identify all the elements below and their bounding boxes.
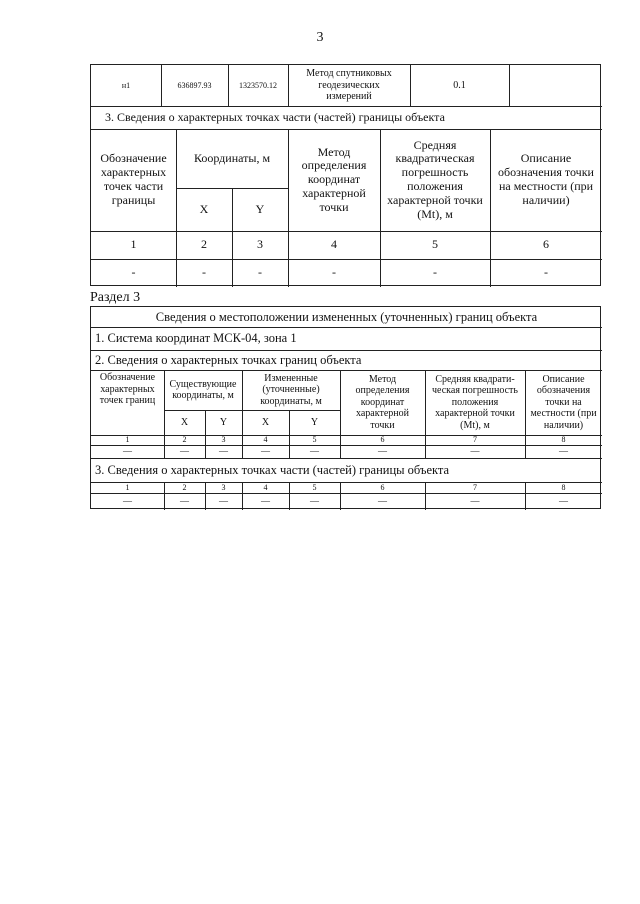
dash-cell: — bbox=[470, 446, 480, 457]
header-description: Описание обозначения точки на местности (при наличии) bbox=[498, 151, 594, 207]
header-y: Y bbox=[255, 201, 265, 216]
dash-cell: — bbox=[219, 446, 228, 457]
dash-cell: — bbox=[261, 446, 270, 457]
coord-system: 1. Система координат МСК-04, зона 1 bbox=[95, 331, 297, 346]
number-cell: 3 bbox=[221, 482, 226, 492]
section-title: 3. Сведения о характерных точках части (частей) границы объекта bbox=[105, 109, 445, 124]
dash-cell: — bbox=[261, 496, 270, 507]
number-cell: 4 bbox=[331, 237, 337, 252]
number-cell: 5 bbox=[312, 482, 317, 492]
header-existing: Существующие координаты, м bbox=[169, 378, 237, 401]
header-point: Обозначение характерных точек части границы bbox=[100, 151, 167, 207]
number-cell: 8 bbox=[561, 435, 566, 445]
top-table bbox=[90, 64, 601, 286]
number-cell: 4 bbox=[263, 482, 268, 492]
number-cell: 4 bbox=[263, 435, 268, 445]
number-cell: 1 bbox=[125, 435, 130, 445]
cell-point: н1 bbox=[121, 80, 131, 90]
header-description: Описание обозначения точки на местности (при наличии) bbox=[530, 373, 597, 431]
dash-cell: - bbox=[131, 265, 136, 280]
number-cell: 1 bbox=[130, 237, 137, 252]
cell-method: Метод спутниковых геодезических измерений bbox=[306, 68, 392, 103]
number-cell: 2 bbox=[182, 482, 187, 492]
header-x-changed: X bbox=[261, 416, 270, 428]
cell-description bbox=[509, 65, 602, 106]
section3-table bbox=[90, 306, 601, 509]
header-x: X bbox=[199, 201, 209, 216]
number-cell: 6 bbox=[380, 435, 385, 445]
parts-title: 3. Сведения о характерных точках части (частей) границы объекта bbox=[95, 462, 450, 477]
header-method: Метод определения координат характерной точки bbox=[301, 144, 367, 214]
header-method: Метод определения координат характерной точки bbox=[355, 373, 410, 431]
dash-cell: — bbox=[310, 496, 319, 507]
dash-cell: — bbox=[180, 496, 189, 507]
header-changed: Измененные (уточненные) координаты, м bbox=[260, 372, 322, 407]
dash-cell: — bbox=[123, 446, 132, 457]
dash-cell: - bbox=[544, 265, 548, 280]
cell-y: 1323570.12 bbox=[239, 80, 277, 90]
dash-cell: — bbox=[219, 496, 228, 507]
dash-cell: - bbox=[202, 265, 206, 280]
number-cell: 7 bbox=[473, 435, 477, 445]
dash-cell: — bbox=[378, 496, 387, 507]
header-coords: Координаты, м bbox=[193, 150, 271, 165]
dash-cell: - bbox=[258, 265, 262, 280]
header-x-existing: X bbox=[180, 416, 189, 428]
header-accuracy: Средняя квадратическая погрешность положения характерной точки (Mt), м bbox=[387, 137, 483, 221]
header-point: Обозначение характерных точек границ bbox=[99, 372, 156, 406]
number-cell: 6 bbox=[543, 237, 549, 252]
dash-cell: — bbox=[180, 446, 189, 457]
cell-accuracy: 0.1 bbox=[453, 79, 466, 91]
dash-cell: — bbox=[470, 496, 480, 507]
header-y-changed: Y bbox=[310, 416, 319, 428]
cell-x: 636897.93 bbox=[177, 80, 212, 90]
dash-cell: — bbox=[559, 496, 568, 507]
number-cell: 3 bbox=[257, 237, 263, 252]
number-cell: 3 bbox=[221, 435, 226, 445]
dash-cell: — bbox=[378, 446, 387, 457]
number-cell: 7 bbox=[473, 482, 477, 492]
number-cell: 8 bbox=[561, 482, 566, 492]
number-cell: 2 bbox=[182, 435, 187, 445]
header-y-existing: Y bbox=[219, 416, 228, 428]
dash-cell: — bbox=[123, 496, 132, 507]
header-accuracy: Средняя квадрати-ческая погрешность положения характерной точки (Mt), м bbox=[432, 373, 518, 431]
dash-cell: — bbox=[559, 446, 568, 457]
dash-cell: - bbox=[332, 265, 336, 280]
number-cell: 6 bbox=[380, 482, 385, 492]
number-cell: 5 bbox=[312, 435, 317, 445]
dash-cell: — bbox=[310, 446, 319, 457]
page-number: 3 bbox=[316, 30, 324, 45]
boundary-points-title: 2. Сведения о характерных точках границ объекта bbox=[95, 352, 362, 367]
number-cell: 5 bbox=[432, 237, 438, 252]
number-cell: 2 bbox=[201, 237, 207, 252]
number-cell: 1 bbox=[125, 482, 130, 492]
section-heading: Раздел 3 bbox=[90, 290, 141, 305]
section3-title: Сведения о местоположении измененных (уточненных) границ объекта bbox=[155, 309, 538, 324]
dash-cell: - bbox=[433, 265, 437, 280]
